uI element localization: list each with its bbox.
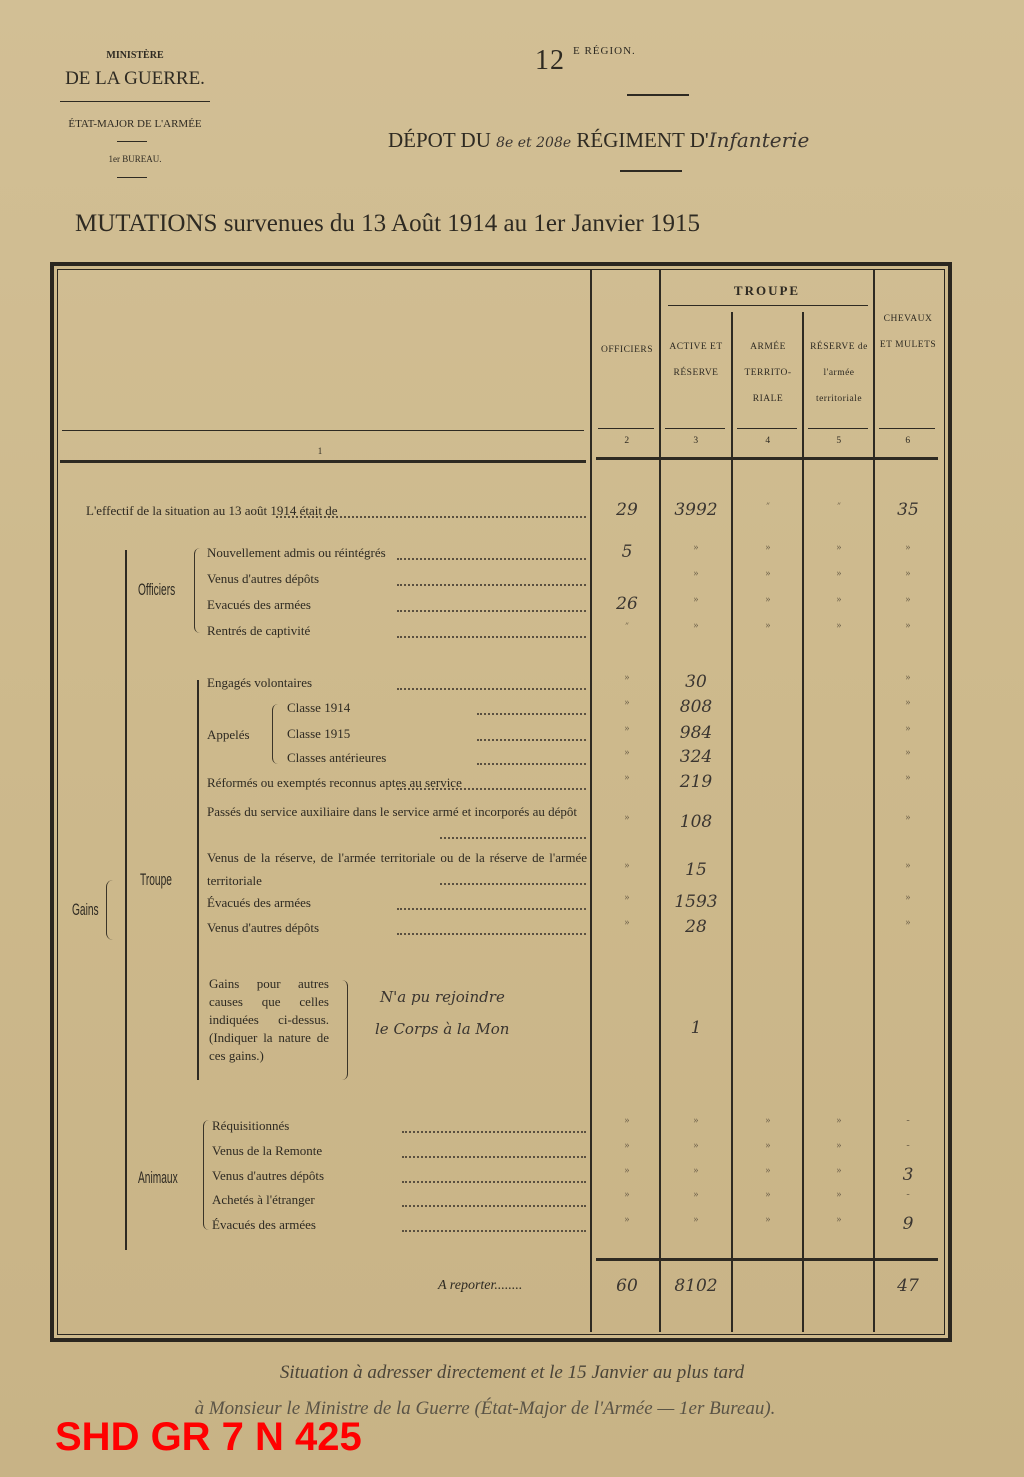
cell-11-col3: 108 bbox=[679, 812, 713, 832]
column-number: 1 bbox=[317, 446, 323, 456]
cell-20-col6: 9 bbox=[902, 1214, 914, 1234]
cell-13-col6: » bbox=[905, 892, 911, 903]
cell-17-col3: » bbox=[693, 1140, 699, 1151]
column-number-6: 6 bbox=[905, 436, 911, 446]
bureau-label: 1er BUREAU. bbox=[108, 154, 162, 164]
cell-19-col3: » bbox=[693, 1189, 699, 1200]
cell-5-col4: » bbox=[765, 620, 771, 631]
row-label: Réformés ou exemptés reconnus aptes au service bbox=[207, 775, 462, 790]
cell-1-col4: ״ bbox=[766, 500, 770, 511]
total-col6: 47 bbox=[897, 1276, 919, 1296]
other-gains-note-1: N'a pu rejoindre bbox=[380, 988, 505, 1006]
cell-19-col5: » bbox=[836, 1189, 842, 1200]
group-troupe: Troupe bbox=[140, 870, 172, 889]
cell-11-col2: » bbox=[624, 812, 630, 823]
cell-2-col6: » bbox=[905, 542, 911, 553]
cell-6-col2: » bbox=[624, 672, 630, 683]
row-label: Évacués des armées bbox=[212, 1217, 316, 1232]
column-header-4: ARMÉE TERRITO-RIALE bbox=[744, 342, 792, 404]
cell-14-col6: » bbox=[905, 917, 911, 928]
cell-4-col2: 26 bbox=[616, 594, 638, 614]
row-label: Evacués des armées bbox=[207, 597, 311, 612]
cell-17-col2: » bbox=[624, 1140, 630, 1151]
group-gains: Gains bbox=[72, 900, 99, 919]
cell-6-col6: » bbox=[905, 672, 911, 683]
cell-17-col5: » bbox=[836, 1140, 842, 1151]
row-label: Venus de la réserve, de l'armée territoriale ou de la réserve de l'armée territoriale bbox=[207, 850, 587, 888]
cell-9-col6: » bbox=[905, 747, 911, 758]
row-label: Venus de la Remonte bbox=[212, 1143, 323, 1158]
depot-numbers: 8e et 208e bbox=[496, 135, 572, 151]
staff-label: ÉTAT-MAJOR DE L'ARMÉE bbox=[68, 118, 202, 130]
row-label: Passés du service auxiliaire dans le service armé et incorporés au dépôt bbox=[207, 804, 577, 819]
cell-9-col2: » bbox=[624, 747, 630, 758]
cell-7-col6: » bbox=[905, 697, 911, 708]
ministry-line2: DE LA GUERRE. bbox=[65, 68, 205, 89]
cell-13-col3: 1593 bbox=[674, 892, 718, 912]
cell-10-col6: » bbox=[905, 772, 911, 783]
row-label: Classes antérieures bbox=[287, 750, 387, 765]
cell-5-col6: » bbox=[905, 620, 911, 631]
column-number-3: 3 bbox=[693, 436, 699, 446]
row-label: L'effectif de la situation au 13 août 1914 était de bbox=[86, 503, 338, 518]
cell-6-col3: 30 bbox=[685, 672, 707, 692]
cell-3-col6: » bbox=[905, 568, 911, 579]
row-label: Engagés volontaires bbox=[207, 675, 313, 690]
cell-8-col2: » bbox=[624, 723, 630, 734]
cell-20-col4: » bbox=[765, 1214, 771, 1225]
cell-20-col3: » bbox=[693, 1214, 699, 1225]
cell-16-col3: » bbox=[693, 1115, 699, 1126]
cell-16-col5: » bbox=[836, 1115, 842, 1126]
cell-2-col4: » bbox=[765, 542, 771, 553]
cell-15-col3: 1 bbox=[690, 1018, 702, 1038]
cell-18-col2: » bbox=[624, 1165, 630, 1176]
row-label: Classe 1915 bbox=[287, 726, 351, 741]
depot-arm: Infanterie bbox=[708, 128, 810, 152]
cell-7-col3: 808 bbox=[679, 697, 713, 717]
region-heading bbox=[535, 45, 636, 77]
cell-14-col3: 28 bbox=[685, 917, 707, 937]
column-header-2: OFFICIERS bbox=[600, 345, 653, 355]
total-col3: 8102 bbox=[674, 1276, 718, 1296]
cell-1-col3: 3992 bbox=[674, 500, 718, 520]
cell-5-col3: » bbox=[693, 620, 699, 631]
depot-heading: DÉPOT DU 8e et 208e RÉGIMENT D'Infanterie bbox=[388, 128, 810, 152]
row-label: Venus d'autres dépôts bbox=[207, 571, 320, 586]
cell-16-col2: » bbox=[624, 1115, 630, 1126]
troupe-header: TROUPE bbox=[733, 283, 801, 298]
row-label: Venus d'autres dépôts bbox=[212, 1168, 325, 1183]
cell-19-col4: » bbox=[765, 1189, 771, 1200]
cell-17-col6: - bbox=[906, 1140, 910, 1151]
cell-8-col3: 984 bbox=[679, 723, 713, 743]
column-number-5: 5 bbox=[836, 436, 842, 446]
cell-18-col5: » bbox=[836, 1165, 842, 1176]
cell-1-col5: ״ bbox=[837, 500, 841, 511]
cell-4-col3: » bbox=[693, 594, 699, 605]
footer-line1: Situation à adresser directement et le 15 Janvier au plus tard bbox=[279, 1362, 745, 1383]
cell-11-col6: » bbox=[905, 812, 911, 823]
group-officiers: Officiers bbox=[138, 580, 176, 599]
cell-7-col2: » bbox=[624, 697, 630, 708]
cell-14-col2: » bbox=[624, 917, 630, 928]
row-label: Achetés à l'étranger bbox=[212, 1192, 315, 1207]
column-number-2: 2 bbox=[624, 436, 630, 446]
column-header-5: RÉSERVE de l'armée territoriale bbox=[810, 342, 868, 404]
row-label: Gains pour autres causes que celles indiquées ci-dessus. (Indiquer la nature de ces gains.) bbox=[209, 976, 329, 1063]
group-appeles: Appelés bbox=[207, 727, 250, 742]
cell-10-col3: 219 bbox=[679, 772, 713, 792]
row-label: Évacués des armées bbox=[207, 895, 311, 910]
cell-2-col3: » bbox=[693, 542, 699, 553]
cell-5-col5: » bbox=[836, 620, 842, 631]
cell-19-col2: » bbox=[624, 1189, 630, 1200]
region-number: 12 bbox=[535, 45, 565, 76]
cell-2-col2: 5 bbox=[621, 542, 633, 562]
footer-line2: à Monsieur le Ministre de la Guerre (État-Major de l'Armée — 1er Bureau). bbox=[194, 1398, 776, 1419]
cell-16-col6: - bbox=[906, 1115, 910, 1126]
cell-16-col4: » bbox=[765, 1115, 771, 1126]
cell-3-col5: » bbox=[836, 568, 842, 579]
ministry-line1: MINISTÈRE bbox=[106, 50, 164, 61]
group-animaux: Animaux bbox=[138, 1168, 178, 1187]
row-label: Rentrés de captivité bbox=[207, 623, 311, 638]
cell-18-col4: » bbox=[765, 1165, 771, 1176]
cell-5-col2: ״ bbox=[625, 620, 629, 631]
other-gains-note-2: le Corps à la Mon bbox=[375, 1020, 510, 1038]
archive-reference-stamp: SHD GR 7 N 425 bbox=[55, 1415, 362, 1459]
total-label: A reporter........ bbox=[438, 1278, 523, 1293]
cell-4-col6: » bbox=[905, 594, 911, 605]
column-header-6: CHEVAUX ET MULETS bbox=[879, 314, 937, 350]
region-label: E RÉGION. bbox=[573, 45, 636, 57]
cell-12-col6: » bbox=[905, 860, 911, 871]
row-label: Venus d'autres dépôts bbox=[207, 920, 320, 935]
cell-3-col4: » bbox=[765, 568, 771, 579]
cell-1-col6: 35 bbox=[897, 500, 919, 520]
column-header-3: ACTIVE ET RÉSERVE bbox=[669, 342, 723, 378]
cell-4-col4: » bbox=[765, 594, 771, 605]
cell-13-col2: » bbox=[624, 892, 630, 903]
cell-12-col2: » bbox=[624, 860, 630, 871]
cell-8-col6: » bbox=[905, 723, 911, 734]
cell-12-col3: 15 bbox=[685, 860, 707, 880]
total-col2: 60 bbox=[616, 1276, 638, 1296]
cell-10-col2: » bbox=[624, 772, 630, 783]
row-label: Nouvellement admis ou réintégrés bbox=[207, 545, 386, 560]
row-label: Classe 1914 bbox=[287, 700, 351, 715]
row-label: Réquisitionnés bbox=[212, 1118, 290, 1133]
cell-19-col6: - bbox=[906, 1189, 910, 1200]
cell-20-col2: » bbox=[624, 1214, 630, 1225]
cell-3-col3: » bbox=[693, 568, 699, 579]
cell-1-col2: 29 bbox=[616, 500, 638, 520]
cell-18-col3: » bbox=[693, 1165, 699, 1176]
cell-18-col6: 3 bbox=[902, 1165, 914, 1185]
cell-2-col5: » bbox=[836, 542, 842, 553]
cell-20-col5: » bbox=[836, 1214, 842, 1225]
cell-9-col3: 324 bbox=[679, 747, 713, 767]
cell-4-col5: » bbox=[836, 594, 842, 605]
column-number-4: 4 bbox=[765, 436, 771, 446]
document-title: MUTATIONS survenues du 13 Août 1914 au 1er Janvier 1915 bbox=[75, 210, 700, 237]
cell-17-col4: » bbox=[765, 1140, 771, 1151]
